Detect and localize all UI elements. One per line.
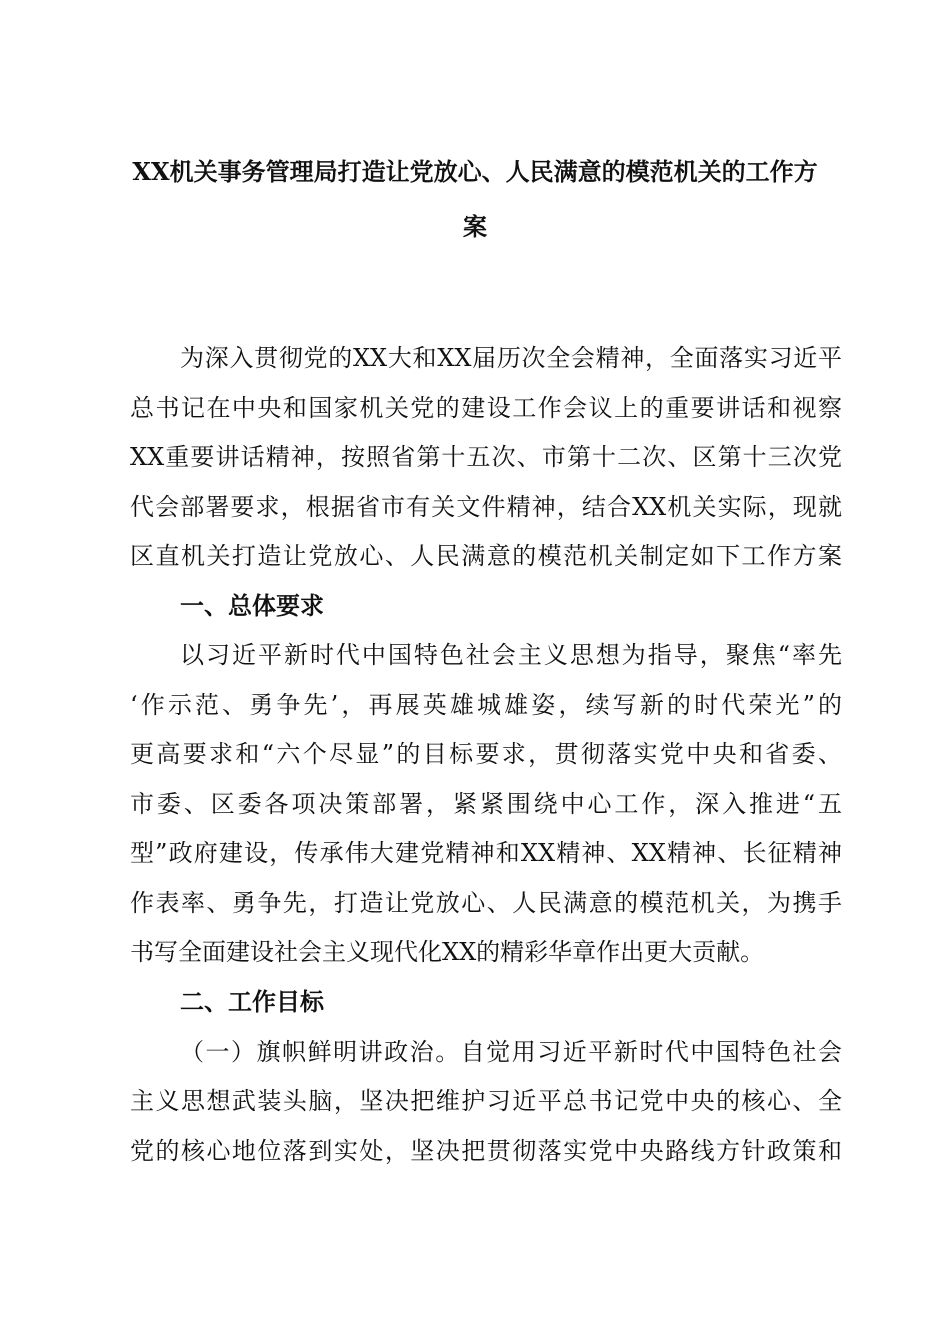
section-1-heading: 一、总体要求 — [180, 591, 324, 620]
intro-line-4: 代会部署要求，根据省市有关文件精神，结合XX机关实际，现就 — [130, 493, 842, 521]
section-1-line-2: ‘作示范、勇争先’，再展英雄城雄姿，续写新的时代荣光”的 — [130, 691, 842, 719]
section-2-heading: 二、工作目标 — [180, 987, 324, 1016]
intro-line-2: 总书记在中央和国家机关党的建设工作会议上的重要讲话和视察 — [130, 394, 842, 422]
section-1-line-7: 书写全面建设社会主义现代化XX的精彩华章作出更大贡献。 — [130, 938, 765, 966]
section-1-line-6: 作表率、勇争先，打造让党放心、人民满意的模范机关，为携手 — [130, 889, 842, 917]
section-1-line-1: 以习近平新时代中国特色社会主义思想为指导，聚焦“率先 — [180, 641, 842, 669]
section-2-line-3: 党的核心地位落到实处，坚决把贯彻落实党中央路线方针政策和 — [130, 1137, 842, 1165]
section-1-line-3: 更高要求和“六个尽显”的目标要求，贯彻落实党中央和省委、 — [130, 740, 842, 768]
section-1-line-5: 型”政府建设，传承伟大建党精神和XX精神、XX精神、长征精神 — [130, 839, 842, 867]
document-title-line-2: 案 — [463, 212, 487, 241]
section-1-line-4: 市委、区委各项决策部署，紧紧围绕中心工作，深入推进“五 — [130, 790, 842, 818]
document-title-line-1: XX机关事务管理局打造让党放心、人民满意的模范机关的工作方 — [132, 157, 818, 186]
intro-line-5: 区直机关打造让党放心、人民满意的模范机关制定如下工作方案 — [130, 542, 842, 570]
intro-line-3: XX重要讲话精神，按照省第十五次、市第十二次、区第十三次党 — [130, 443, 842, 471]
intro-line-1: 为深入贯彻党的XX大和XX届历次全会精神，全面落实习近平 — [180, 344, 842, 372]
section-2-line-2: 主义思想武装头脑，坚决把维护习近平总书记党中央的核心、全 — [130, 1087, 842, 1115]
section-2-line-1: （一）旗帜鲜明讲政治。自觉用习近平新时代中国特色社会 — [180, 1038, 842, 1066]
